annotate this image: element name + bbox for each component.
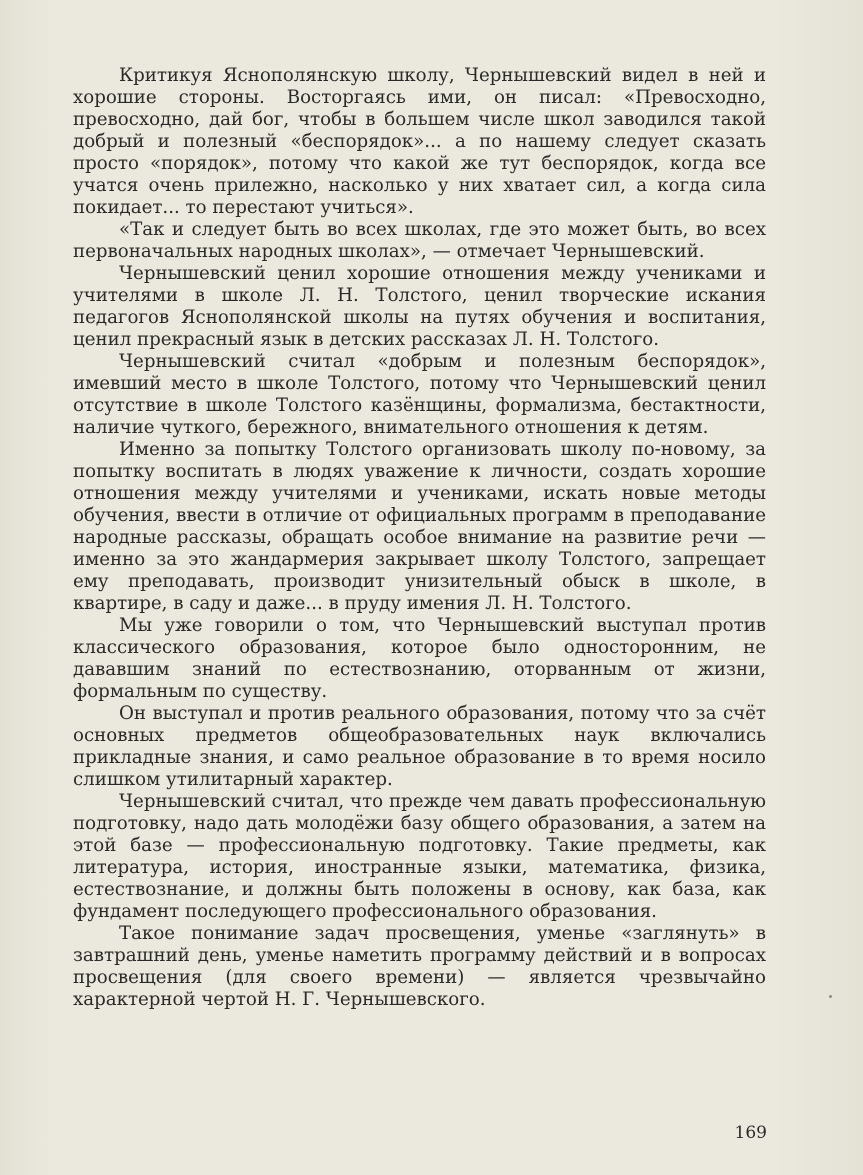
print-speck — [829, 995, 832, 998]
paragraph-5: Именно за попытку Толстого организовать школу по-новому, за попытку воспитать в людях уважение к личности, создать хорошие отношения между учителями и учениками, искать новые методы обучения, ввести в отличие от официальных программ в преподавание народные рассказы, обращать особое внимание на развитие речи — именно за это жандармерия закрывает школу Толстого, запрещает ему преподавать, производит унизительный обыск в школе, в квартире, в саду и даже... в пруду имения Л. Н. Толстого. — [73, 439, 766, 614]
paragraph-9: Такое понимание задач просвещения, уменье «заглянуть» в завтрашний день, уменье наметить программу действий и в вопросах просвещения (для своего времени) — является чрезвычайно характерной чертой Н. Г. Чернышевского. — [73, 923, 766, 1010]
paragraph-1: Критикуя Яснополянскую школу, Чернышевский видел в ней и хорошие стороны. Восторгаясь ими, он писал: «Превосходно, превосходно, дай бог, чтобы в большем числе школ заводился такой добрый и полезный «беспорядок»... а по нашему следует сказать просто «порядок», потому что какой же тут беспорядок, когда все учатся очень прилежно, насколько у них хватает сил, а когда сила покидает... то перестают учиться». — [73, 65, 766, 218]
page-number: 169 — [734, 1123, 767, 1143]
paragraph-4: Чернышевский считал «добрым и полезным беспорядок», имевший место в школе Толстого, потому что Чернышевский ценил отсутствие в школе Толстого казёнщины, формализма, бестактности, наличие чуткого, бережного, внимательного отношения к детям. — [73, 351, 766, 438]
paragraph-8: Чернышевский считал, что прежде чем давать профессиональную подготовку, надо дать молодёжи базу общего образования, а затем на этой базе — профессиональную подготовку. Такие предметы, как литература, история, иностранные языки, математика, физика, естествознание, и должны быть положены в основу, как база, как фундамент последующего профессионального образования. — [73, 791, 766, 922]
body-text — [73, 65, 766, 1011]
paragraph-3: Чернышевский ценил хорошие отношения между учениками и учителями в школе Л. Н. Толстого, ценил творческие искания педагогов Яснополянской школы на путях обучения и воспитания, ценил прекрасный язык в детских рассказах Л. Н. Толстого. — [73, 263, 766, 350]
paragraph-2: «Так и следует быть во всех школах, где это может быть, во всех первоначальных народных школах», — отмечает Чернышевский. — [73, 219, 766, 262]
paragraph-6: Мы уже говорили о том, что Чернышевский выступал против классического образования, которое было односторонним, не дававшим знаний по естествознанию, оторванным от жизни, формальным по существу. — [73, 615, 766, 702]
paragraph-7: Он выступал и против реального образования, потому что за счёт основных предметов общеобразовательных наук включались прикладные знания, и само реальное образование в то время носило слишком утилитарный характер. — [73, 703, 766, 790]
